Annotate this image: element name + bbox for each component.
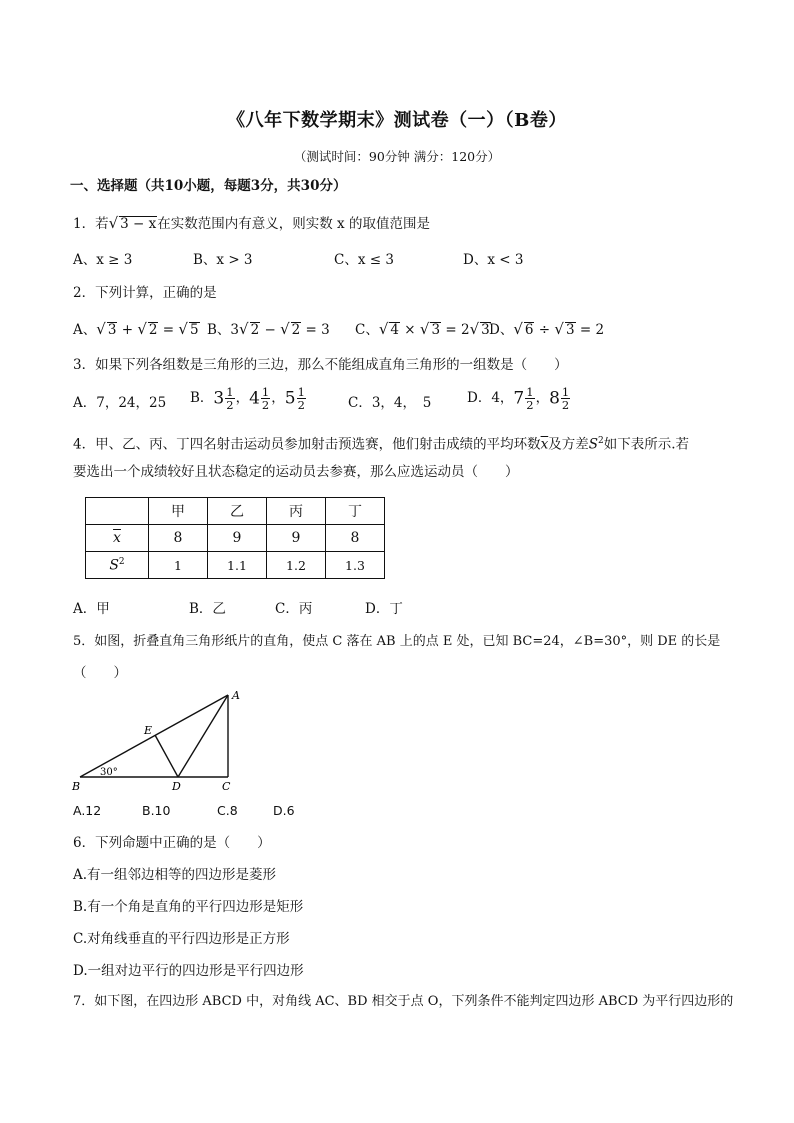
- table-cell: $S^2$: [86, 552, 149, 579]
- table-cell: $\overline{x}$: [86, 525, 149, 552]
- q2-option-a: A、√ 3 + √ 2 = √ 5: [73, 320, 199, 338]
- table-cell: 1.3: [326, 552, 385, 579]
- q1-option-b: B、x > 3: [193, 252, 253, 268]
- segment-da: [178, 695, 228, 777]
- q5-option-c: C.8: [217, 803, 238, 818]
- table-cell: [86, 498, 149, 525]
- q6-option-a: A.有一组邻边相等的四边形是菱形: [73, 867, 277, 883]
- question-1-stem: 1．若√ 3 − x在实数范围内有意义，则实数 x 的取值范围是: [73, 214, 430, 232]
- q3-option-a: A．7，24，25: [73, 395, 167, 411]
- label-d: D: [172, 780, 181, 793]
- q3-option-c: C．3，4， 5: [348, 395, 432, 411]
- question-5-stem-line2: （ ）: [73, 665, 127, 681]
- table-cell: 1.2: [267, 552, 326, 579]
- table-row: [86, 525, 385, 552]
- q5-option-d: D.6: [273, 803, 295, 818]
- q2-option-b: B、3√ 2 − √ 2 = 3: [207, 320, 330, 338]
- q6-option-b: B.有一个角是直角的平行四边形是矩形: [73, 899, 304, 915]
- q2-option-d: D、√ 6 ÷ √ 3 = 2: [489, 320, 605, 338]
- question-5-stem-line1: 5．如图，折叠直角三角形纸片的直角，使点 C 落在 AB 上的点 E 处，已知 BC=24，∠B=30°，则 DE 的长是: [73, 634, 721, 649]
- question-4-stem-line2: 要选出一个成绩较好且状态稳定的运动员去参赛，那么应选运动员（ ）: [73, 464, 519, 480]
- q4-option-c: C．丙: [275, 601, 313, 617]
- table-cell: 9: [267, 525, 326, 552]
- segment-ba: [80, 695, 228, 777]
- label-b: B: [72, 780, 81, 793]
- q6-option-c: C.对角线垂直的平行四边形是正方形: [73, 931, 290, 947]
- table-cell: 1.1: [208, 552, 267, 579]
- table-cell: 9: [208, 525, 267, 552]
- table-cell: 丁: [326, 498, 385, 525]
- table-header-row: [86, 498, 385, 525]
- table-cell: 1: [149, 552, 208, 579]
- page-title: 《八年下数学期末》测试卷（一）（B卷）: [227, 110, 567, 131]
- q5-option-b: B.10: [142, 803, 171, 818]
- table-cell: 8: [326, 525, 385, 552]
- segment-ed: [155, 735, 178, 777]
- page-subtitle: （测试时间：90分钟 满分：120分）: [293, 149, 501, 164]
- question-6-stem: 6．下列命题中正确的是（ ）: [73, 835, 271, 851]
- question-3-stem: 3．如果下列各组数是三角形的三边，那么不能组成直角三角形的一组数是（ ）: [73, 357, 568, 373]
- q2-option-c: C、√ 4 × √ 3 = 2√ 3: [355, 320, 490, 338]
- table-cell: 丙: [267, 498, 326, 525]
- q4-option-b: B．乙: [189, 601, 226, 617]
- question-2-stem: 2．下列计算，正确的是: [73, 285, 217, 301]
- table-cell: 甲: [149, 498, 208, 525]
- triangle-figure: [66, 686, 256, 796]
- question-4-stem-line1: 4．甲、乙、丙、丁四名射击运动员参加射击预选赛，他们射击成绩的平均环数$\overline{x}$及方差$S^2$如下表所示.若: [73, 436, 689, 453]
- label-a: A: [232, 689, 240, 702]
- q5-option-a: A.12: [73, 803, 102, 818]
- table-cell: 乙: [208, 498, 267, 525]
- q3-option-d: D．4，7 $\frac{1}{2}$ ，8 $\frac{1}{2}$: [467, 385, 570, 412]
- q1-option-d: D、x < 3: [463, 252, 524, 268]
- section-heading: 一、选择题（共10小题，每题3分，共30分）: [70, 178, 347, 194]
- q4-option-a: A．甲: [73, 601, 110, 617]
- q1-option-a: A、x ≥ 3: [73, 252, 133, 268]
- table-cell: 8: [149, 525, 208, 552]
- table-row: [86, 552, 385, 579]
- question-7-stem: 7．如下图，在四边形 ABCD 中，对角线 AC、BD 相交于点 O，下列条件不能判定四边形 ABCD 为平行四边形的: [73, 994, 734, 1009]
- q6-option-d: D.一组对边平行的四边形是平行四边形: [73, 963, 304, 979]
- scores-table: [85, 497, 385, 579]
- angle-label: 30°: [100, 767, 118, 778]
- q4-option-d: D．丁: [365, 601, 403, 617]
- label-c: C: [222, 780, 231, 793]
- q3-option-b: B．3 $\frac{1}{2}$ ，4 $\frac{1}{2}$ ，5 $\frac{1}{2}$: [190, 385, 305, 412]
- label-e: E: [144, 724, 153, 737]
- q1-option-c: C、x ≤ 3: [334, 252, 394, 268]
